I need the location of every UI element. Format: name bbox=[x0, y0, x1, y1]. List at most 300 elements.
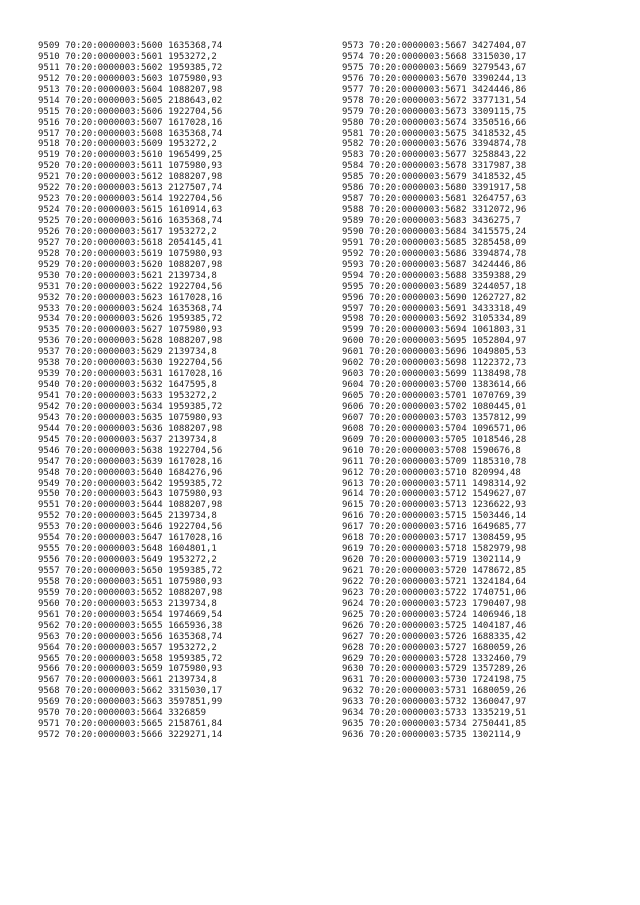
cadastral-number: 70:20:0000003:5605 bbox=[65, 95, 163, 106]
table-row bbox=[342, 52, 622, 63]
table-row bbox=[342, 599, 622, 610]
cadastral-number: 70:20:0000003:5623 bbox=[65, 292, 163, 303]
row-index: 9622 bbox=[342, 576, 364, 587]
row-value: 1922704,56 bbox=[168, 106, 223, 117]
table-row bbox=[342, 402, 622, 413]
row-value: 1478672,85 bbox=[472, 566, 527, 576]
row-value: 3377131,54 bbox=[472, 95, 527, 106]
table-row bbox=[38, 129, 318, 140]
row-value: 1236622,93 bbox=[472, 500, 527, 511]
row-index: 9601 bbox=[342, 347, 364, 358]
row-value: 2139734,8 bbox=[168, 511, 217, 522]
row-index: 9631 bbox=[342, 675, 364, 686]
cadastral-number: 70:20:0000003:5611 bbox=[65, 161, 163, 172]
cadastral-number: 70:20:0000003:5658 bbox=[65, 653, 163, 664]
row-index: 9510 bbox=[38, 51, 60, 62]
row-index: 9614 bbox=[342, 489, 364, 500]
row-index: 9591 bbox=[342, 237, 364, 248]
cadastral-number: 70:20:0000003:5724 bbox=[369, 609, 467, 620]
cadastral-number: 70:20:0000003:5673 bbox=[369, 106, 467, 117]
row-value: 1406946,18 bbox=[472, 609, 527, 620]
table-row bbox=[342, 380, 622, 391]
row-index: 9607 bbox=[342, 412, 364, 423]
table-row bbox=[38, 96, 318, 107]
row-value: 1953272,2 bbox=[168, 226, 217, 237]
table-row bbox=[38, 85, 318, 96]
table-row bbox=[342, 293, 622, 304]
table-row bbox=[342, 96, 622, 107]
cadastral-number: 70:20:0000003:5632 bbox=[65, 380, 163, 391]
table-row bbox=[342, 544, 622, 555]
table-row bbox=[38, 282, 318, 293]
table-row bbox=[38, 402, 318, 413]
row-value: 3433318,49 bbox=[472, 303, 527, 314]
row-value: 1075980,93 bbox=[168, 248, 223, 259]
table-row bbox=[38, 205, 318, 216]
row-value: 1959385,72 bbox=[168, 653, 223, 664]
table-row bbox=[342, 183, 622, 194]
row-value: 1953272,2 bbox=[168, 555, 217, 566]
row-value: 1590676,8 bbox=[472, 445, 521, 456]
cadastral-number: 70:20:0000003:5722 bbox=[369, 587, 467, 598]
table-row bbox=[342, 435, 622, 446]
row-value: 2188643,02 bbox=[168, 95, 223, 106]
cadastral-number: 70:20:0000003:5729 bbox=[369, 664, 467, 675]
table-row bbox=[342, 271, 622, 282]
cadastral-number: 70:20:0000003:5633 bbox=[65, 391, 163, 401]
row-value: 3229271,14 bbox=[168, 730, 223, 741]
row-value: 3394874,78 bbox=[472, 248, 527, 259]
table-row bbox=[38, 719, 318, 730]
row-index: 9553 bbox=[38, 522, 60, 533]
row-index: 9616 bbox=[342, 511, 364, 522]
table-row bbox=[38, 358, 318, 369]
cadastral-number: 70:20:0000003:5713 bbox=[369, 500, 467, 511]
cadastral-number: 70:20:0000003:5613 bbox=[65, 183, 163, 194]
row-index: 9570 bbox=[38, 708, 60, 719]
row-index: 9605 bbox=[342, 391, 364, 401]
row-index: 9537 bbox=[38, 347, 60, 358]
row-value: 3418532,45 bbox=[472, 128, 527, 139]
cadastral-number: 70:20:0000003:5676 bbox=[369, 139, 467, 150]
row-value: 1617028,16 bbox=[168, 456, 223, 467]
table-row bbox=[342, 74, 622, 85]
table-row bbox=[38, 41, 318, 52]
table-row bbox=[342, 719, 622, 730]
table-row bbox=[38, 369, 318, 380]
cadastral-number: 70:20:0000003:5685 bbox=[369, 237, 467, 248]
table-row bbox=[342, 588, 622, 599]
table-row bbox=[38, 52, 318, 63]
table-row bbox=[342, 172, 622, 183]
cadastral-number: 70:20:0000003:5639 bbox=[65, 456, 163, 467]
cadastral-number: 70:20:0000003:5614 bbox=[65, 194, 163, 205]
cadastral-number: 70:20:0000003:5663 bbox=[65, 697, 163, 708]
row-index: 9548 bbox=[38, 467, 60, 478]
cadastral-number: 70:20:0000003:5650 bbox=[65, 566, 163, 576]
row-index: 9530 bbox=[38, 270, 60, 281]
cadastral-number: 70:20:0000003:5700 bbox=[369, 380, 467, 391]
row-index: 9634 bbox=[342, 708, 364, 719]
table-row bbox=[38, 610, 318, 621]
row-value: 3285458,09 bbox=[472, 237, 527, 248]
row-value: 1617028,16 bbox=[168, 369, 223, 380]
row-index: 9623 bbox=[342, 587, 364, 598]
row-index: 9550 bbox=[38, 489, 60, 500]
table-row bbox=[342, 63, 622, 74]
cadastral-number: 70:20:0000003:5720 bbox=[369, 566, 467, 576]
cadastral-number: 70:20:0000003:5612 bbox=[65, 172, 163, 183]
row-value: 3597851,99 bbox=[168, 697, 223, 708]
row-index: 9592 bbox=[342, 248, 364, 259]
row-index: 9543 bbox=[38, 412, 60, 423]
cadastral-number: 70:20:0000003:5627 bbox=[65, 325, 163, 336]
cadastral-number: 70:20:0000003:5731 bbox=[369, 686, 467, 697]
table-row bbox=[38, 643, 318, 654]
table-row bbox=[38, 380, 318, 391]
row-value: 3418532,45 bbox=[472, 172, 527, 183]
row-value: 3105334,89 bbox=[472, 314, 527, 325]
table-row bbox=[342, 314, 622, 325]
row-index: 9551 bbox=[38, 500, 60, 511]
row-value: 1635368,74 bbox=[168, 128, 223, 139]
row-index: 9516 bbox=[38, 117, 60, 128]
table-row bbox=[38, 544, 318, 555]
row-index: 9627 bbox=[342, 631, 364, 642]
row-index: 9583 bbox=[342, 150, 364, 161]
table-row bbox=[38, 522, 318, 533]
row-index: 9618 bbox=[342, 533, 364, 544]
cadastral-number: 70:20:0000003:5643 bbox=[65, 489, 163, 500]
row-value: 1684276,96 bbox=[168, 467, 223, 478]
cadastral-number: 70:20:0000003:5667 bbox=[369, 41, 467, 51]
table-row bbox=[38, 347, 318, 358]
cadastral-number: 70:20:0000003:5734 bbox=[369, 719, 467, 730]
row-index: 9580 bbox=[342, 117, 364, 128]
row-index: 9531 bbox=[38, 281, 60, 292]
row-value: 2054145,41 bbox=[168, 237, 223, 248]
table-row bbox=[342, 621, 622, 632]
table-row bbox=[38, 533, 318, 544]
row-index: 9565 bbox=[38, 653, 60, 664]
cadastral-number: 70:20:0000003:5691 bbox=[369, 303, 467, 314]
row-index: 9513 bbox=[38, 84, 60, 95]
row-value: 3264757,63 bbox=[472, 194, 527, 205]
row-index: 9597 bbox=[342, 303, 364, 314]
table-row bbox=[342, 610, 622, 621]
table-row bbox=[342, 489, 622, 500]
row-index: 9540 bbox=[38, 380, 60, 391]
row-index: 9559 bbox=[38, 587, 60, 598]
row-value: 1049805,53 bbox=[472, 347, 527, 358]
row-value: 1088207,98 bbox=[168, 423, 223, 434]
row-value: 1617028,16 bbox=[168, 117, 223, 128]
row-index: 9585 bbox=[342, 172, 364, 183]
row-value: 820994,48 bbox=[472, 467, 521, 478]
row-index: 9577 bbox=[342, 84, 364, 95]
row-index: 9604 bbox=[342, 380, 364, 391]
table-row bbox=[342, 139, 622, 150]
row-index: 9533 bbox=[38, 303, 60, 314]
row-index: 9595 bbox=[342, 281, 364, 292]
cadastral-number: 70:20:0000003:5678 bbox=[369, 161, 467, 172]
row-index: 9602 bbox=[342, 358, 364, 369]
cadastral-number: 70:20:0000003:5704 bbox=[369, 423, 467, 434]
cadastral-number: 70:20:0000003:5649 bbox=[65, 555, 163, 566]
cadastral-number: 70:20:0000003:5730 bbox=[369, 675, 467, 686]
cadastral-number: 70:20:0000003:5635 bbox=[65, 412, 163, 423]
row-value: 1075980,93 bbox=[168, 161, 223, 172]
row-index: 9626 bbox=[342, 620, 364, 631]
cadastral-number: 70:20:0000003:5715 bbox=[369, 511, 467, 522]
cadastral-number: 70:20:0000003:5689 bbox=[369, 281, 467, 292]
table-row bbox=[38, 249, 318, 260]
row-value: 1953272,2 bbox=[168, 391, 217, 401]
row-index: 9536 bbox=[38, 336, 60, 347]
table-row bbox=[342, 347, 622, 358]
row-value: 1953272,2 bbox=[168, 51, 217, 62]
row-value: 1075980,93 bbox=[168, 489, 223, 500]
table-row bbox=[342, 358, 622, 369]
table-row bbox=[342, 205, 622, 216]
row-value: 1635368,74 bbox=[168, 216, 223, 226]
row-value: 1404187,46 bbox=[472, 620, 527, 631]
table-row bbox=[342, 41, 622, 52]
row-value: 1617028,16 bbox=[168, 292, 223, 303]
row-index: 9524 bbox=[38, 205, 60, 216]
row-value: 1185310,78 bbox=[472, 456, 527, 467]
row-index: 9522 bbox=[38, 183, 60, 194]
row-value: 2158761,84 bbox=[168, 719, 223, 730]
table-row bbox=[38, 150, 318, 161]
row-index: 9586 bbox=[342, 183, 364, 194]
table-row bbox=[38, 304, 318, 315]
row-index: 9549 bbox=[38, 478, 60, 489]
cadastral-number: 70:20:0000003:5727 bbox=[369, 642, 467, 653]
table-row bbox=[342, 216, 622, 227]
cadastral-number: 70:20:0000003:5640 bbox=[65, 467, 163, 478]
row-index: 9579 bbox=[342, 106, 364, 117]
row-value: 1302114,9 bbox=[472, 730, 521, 741]
table-row bbox=[38, 172, 318, 183]
row-index: 9525 bbox=[38, 216, 60, 226]
cadastral-number: 70:20:0000003:5680 bbox=[369, 183, 467, 194]
row-index: 9615 bbox=[342, 500, 364, 511]
row-index: 9511 bbox=[38, 62, 60, 73]
cadastral-number: 70:20:0000003:5682 bbox=[369, 205, 467, 216]
row-value: 1088207,98 bbox=[168, 259, 223, 270]
row-index: 9606 bbox=[342, 401, 364, 412]
row-value: 3359388,29 bbox=[472, 270, 527, 281]
table-row bbox=[342, 85, 622, 96]
row-index: 9538 bbox=[38, 358, 60, 369]
cadastral-number: 70:20:0000003:5681 bbox=[369, 194, 467, 205]
cadastral-number: 70:20:0000003:5699 bbox=[369, 369, 467, 380]
table-row bbox=[38, 336, 318, 347]
cadastral-number: 70:20:0000003:5687 bbox=[369, 259, 467, 270]
table-row bbox=[342, 304, 622, 315]
cadastral-number: 70:20:0000003:5688 bbox=[369, 270, 467, 281]
table-row bbox=[38, 227, 318, 238]
row-index: 9576 bbox=[342, 73, 364, 84]
table-row bbox=[342, 336, 622, 347]
table-row bbox=[342, 194, 622, 205]
row-index: 9539 bbox=[38, 369, 60, 380]
row-index: 9528 bbox=[38, 248, 60, 259]
cadastral-number: 70:20:0000003:5674 bbox=[369, 117, 467, 128]
table-row bbox=[342, 708, 622, 719]
row-index: 9568 bbox=[38, 686, 60, 697]
table-row bbox=[38, 500, 318, 511]
row-value: 1075980,93 bbox=[168, 576, 223, 587]
table-row bbox=[38, 139, 318, 150]
row-index: 9621 bbox=[342, 566, 364, 576]
table-row bbox=[38, 63, 318, 74]
row-index: 9547 bbox=[38, 456, 60, 467]
row-index: 9518 bbox=[38, 139, 60, 150]
row-value: 1922704,56 bbox=[168, 522, 223, 533]
row-value: 1088207,98 bbox=[168, 84, 223, 95]
cadastral-number: 70:20:0000003:5702 bbox=[369, 401, 467, 412]
row-value: 3244057,18 bbox=[472, 281, 527, 292]
row-value: 1262727,82 bbox=[472, 292, 527, 303]
row-value: 3424446,86 bbox=[472, 84, 527, 95]
row-value: 3258843,22 bbox=[472, 150, 527, 161]
row-index: 9611 bbox=[342, 456, 364, 467]
cadastral-number: 70:20:0000003:5651 bbox=[65, 576, 163, 587]
table-row bbox=[38, 107, 318, 118]
row-value: 1953272,2 bbox=[168, 642, 217, 653]
row-index: 9596 bbox=[342, 292, 364, 303]
cadastral-number: 70:20:0000003:5656 bbox=[65, 631, 163, 642]
row-value: 1075980,93 bbox=[168, 412, 223, 423]
cadastral-number: 70:20:0000003:5710 bbox=[369, 467, 467, 478]
table-row bbox=[38, 479, 318, 490]
row-index: 9598 bbox=[342, 314, 364, 325]
table-row bbox=[342, 468, 622, 479]
row-index: 9588 bbox=[342, 205, 364, 216]
row-value: 3436275,7 bbox=[472, 216, 521, 226]
row-value: 3394874,78 bbox=[472, 139, 527, 150]
table-row bbox=[38, 391, 318, 402]
row-value: 2139734,8 bbox=[168, 270, 217, 281]
table-row bbox=[38, 599, 318, 610]
cadastral-number: 70:20:0000003:5717 bbox=[369, 533, 467, 544]
row-value: 1138498,78 bbox=[472, 369, 527, 380]
table-row bbox=[342, 654, 622, 665]
table-row bbox=[38, 424, 318, 435]
row-index: 9630 bbox=[342, 664, 364, 675]
row-value: 1922704,56 bbox=[168, 358, 223, 369]
cadastral-number: 70:20:0000003:5608 bbox=[65, 128, 163, 139]
row-index: 9526 bbox=[38, 226, 60, 237]
table-row bbox=[342, 249, 622, 260]
cadastral-number: 70:20:0000003:5701 bbox=[369, 391, 467, 401]
cadastral-number: 70:20:0000003:5666 bbox=[65, 730, 163, 741]
row-value: 3326859 bbox=[168, 708, 207, 719]
row-index: 9519 bbox=[38, 150, 60, 161]
row-index: 9578 bbox=[342, 95, 364, 106]
row-index: 9628 bbox=[342, 642, 364, 653]
table-row bbox=[342, 227, 622, 238]
row-index: 9582 bbox=[342, 139, 364, 150]
row-value: 2139734,8 bbox=[168, 675, 217, 686]
row-value: 1688335,42 bbox=[472, 631, 527, 642]
row-index: 9544 bbox=[38, 423, 60, 434]
cadastral-number: 70:20:0000003:5694 bbox=[369, 325, 467, 336]
cadastral-number: 70:20:0000003:5603 bbox=[65, 73, 163, 84]
cadastral-number: 70:20:0000003:5671 bbox=[369, 84, 467, 95]
table-row bbox=[342, 664, 622, 675]
cadastral-number: 70:20:0000003:5723 bbox=[369, 598, 467, 609]
row-index: 9556 bbox=[38, 555, 60, 566]
row-value: 1974669,54 bbox=[168, 609, 223, 620]
row-value: 2139734,8 bbox=[168, 598, 217, 609]
row-index: 9625 bbox=[342, 609, 364, 620]
cadastral-number: 70:20:0000003:5669 bbox=[369, 62, 467, 73]
row-index: 9563 bbox=[38, 631, 60, 642]
table-row bbox=[342, 686, 622, 697]
table-row bbox=[38, 654, 318, 665]
cadastral-number: 70:20:0000003:5644 bbox=[65, 500, 163, 511]
row-index: 9567 bbox=[38, 675, 60, 686]
row-index: 9569 bbox=[38, 697, 60, 708]
row-index: 9609 bbox=[342, 434, 364, 445]
row-value: 1357812,99 bbox=[472, 412, 527, 423]
row-index: 9566 bbox=[38, 664, 60, 675]
cadastral-number: 70:20:0000003:5711 bbox=[369, 478, 467, 489]
cadastral-number: 70:20:0000003:5670 bbox=[369, 73, 467, 84]
cadastral-number: 70:20:0000003:5653 bbox=[65, 598, 163, 609]
row-value: 1324184,64 bbox=[472, 576, 527, 587]
row-value: 1549627,07 bbox=[472, 489, 527, 500]
table-row bbox=[38, 260, 318, 271]
row-value: 1383614,66 bbox=[472, 380, 527, 391]
table-row bbox=[38, 293, 318, 304]
row-value: 3415575,24 bbox=[472, 226, 527, 237]
row-index: 9514 bbox=[38, 95, 60, 106]
cadastral-number: 70:20:0000003:5631 bbox=[65, 369, 163, 380]
row-value: 1582979,98 bbox=[472, 544, 527, 555]
row-value: 1335219,51 bbox=[472, 708, 527, 719]
cadastral-number: 70:20:0000003:5646 bbox=[65, 522, 163, 533]
row-value: 1635368,74 bbox=[168, 41, 223, 51]
table-row bbox=[342, 424, 622, 435]
table-row bbox=[342, 282, 622, 293]
row-value: 1724198,75 bbox=[472, 675, 527, 686]
table-row bbox=[38, 555, 318, 566]
cadastral-number: 70:20:0000003:5690 bbox=[369, 292, 467, 303]
row-value: 3350516,66 bbox=[472, 117, 527, 128]
row-index: 9629 bbox=[342, 653, 364, 664]
table-row bbox=[38, 730, 318, 741]
cadastral-number: 70:20:0000003:5654 bbox=[65, 609, 163, 620]
table-row bbox=[38, 446, 318, 457]
cadastral-number: 70:20:0000003:5601 bbox=[65, 51, 163, 62]
row-index: 9589 bbox=[342, 216, 364, 226]
table-row bbox=[38, 489, 318, 500]
row-value: 1959385,72 bbox=[168, 566, 223, 576]
cadastral-number: 70:20:0000003:5604 bbox=[65, 84, 163, 95]
cadastral-number: 70:20:0000003:5728 bbox=[369, 653, 467, 664]
row-index: 9603 bbox=[342, 369, 364, 380]
table-row bbox=[342, 479, 622, 490]
row-index: 9534 bbox=[38, 314, 60, 325]
row-index: 9632 bbox=[342, 686, 364, 697]
row-index: 9509 bbox=[38, 41, 60, 51]
table-row bbox=[342, 457, 622, 468]
row-index: 9594 bbox=[342, 270, 364, 281]
